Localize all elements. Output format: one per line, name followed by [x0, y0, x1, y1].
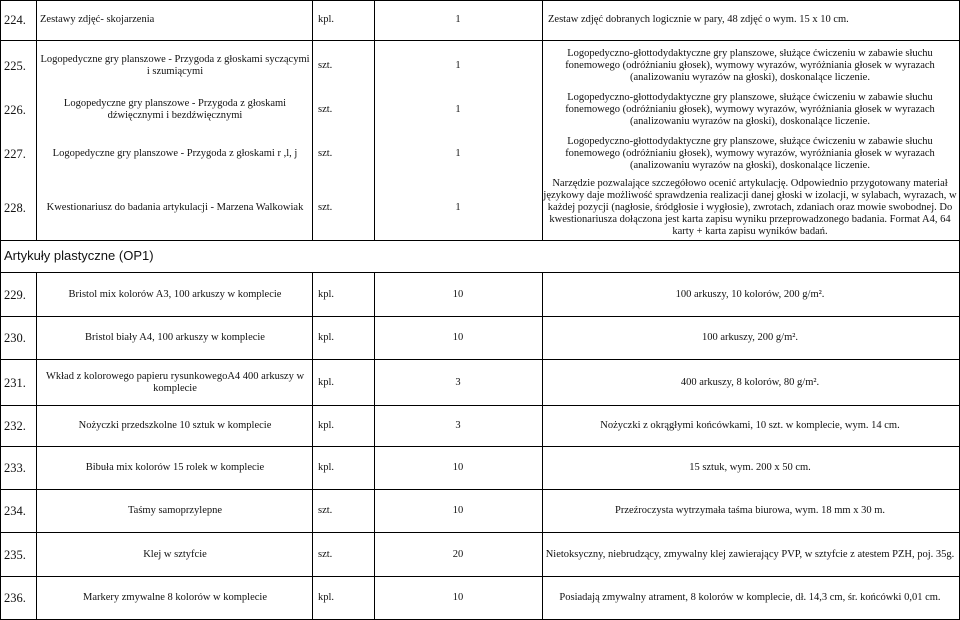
- row-number: 234.: [4, 504, 26, 518]
- row-number: 227.: [4, 147, 26, 161]
- row-number: 233.: [4, 461, 26, 475]
- item-qty: 1: [455, 60, 461, 71]
- item-description: 100 arkuszy, 200 g/m².: [701, 332, 799, 343]
- item-name: Wkład z kolorowego papieru rysunkowegoA4 400 arkuszy w komplecie: [45, 370, 305, 394]
- item-unit: kpl.: [318, 420, 335, 431]
- item-name: Bristol biały A4, 100 arkuszy w komplecie: [85, 332, 265, 343]
- item-unit: szt.: [318, 505, 333, 516]
- item-description: 100 arkuszy, 10 kolorów, 200 g/m².: [675, 288, 825, 300]
- item-qty: 10: [452, 462, 464, 473]
- item-name: Klej w sztyfcie: [143, 548, 207, 560]
- row-number: 235.: [4, 547, 26, 562]
- item-unit: szt.: [318, 60, 333, 71]
- row-number: 224.: [4, 13, 26, 27]
- row-number: 229.: [4, 287, 26, 302]
- item-description: Zestaw zdjęć dobranych logicznie w pary, 48 zdjęć o wym. 15 x 10 cm.: [548, 14, 849, 25]
- item-unit: szt.: [318, 148, 333, 159]
- item-name: Nożyczki przedszkolne 10 sztuk w komplecie: [78, 420, 272, 431]
- row-number: 226.: [4, 103, 26, 117]
- row-number: 228.: [4, 201, 26, 215]
- row-number: 230.: [4, 331, 26, 345]
- item-qty: 1: [455, 202, 461, 213]
- item-unit: kpl.: [318, 462, 335, 473]
- item-qty: 3: [455, 376, 461, 388]
- item-unit: kpl.: [318, 332, 335, 343]
- item-unit: kpl.: [318, 592, 335, 603]
- item-description: Posiadają zmywalny atrament, 8 kolorów w komplecie, dł. 14,3 cm, śr. końcówki 0,01 cm.: [559, 592, 941, 603]
- item-unit: szt.: [318, 202, 333, 213]
- item-description: Logopedyczno-głottodydaktyczne gry planszowe, służące ćwiczeniu w zabawie słuchu fonemowego (odróżnianiu głosek), wymowy wyrazów, wyróżniania głosek w wyrazach (analizowaniu wyrazów na głoski), doskonalące liczenie.: [565, 48, 935, 83]
- item-name: Logopedyczne gry planszowe - Przygoda z głoskami syczącymi i szumiącymi: [40, 54, 310, 77]
- item-name: Taśmy samoprzylepne: [127, 505, 223, 516]
- item-qty: 10: [452, 505, 464, 516]
- item-name: Zestawy zdjęć- skojarzenia: [40, 14, 155, 25]
- item-name: Kwestionariusz do badania artykulacji - Marzena Walkowiak: [46, 202, 304, 213]
- item-qty: 1: [455, 148, 461, 159]
- item-description: Logopedyczno-głottodydaktyczne gry planszowe, służące ćwiczeniu w zabawie słuchu fonemowego (odróżnianiu głosek), wymowy wyrazów, wyróżniania głosek w wyrazach (analizowaniu wyrazów na głoski), doskonalące liczenie.: [565, 92, 935, 127]
- item-description: 400 arkuszy, 8 kolorów, 80 g/m².: [680, 376, 820, 388]
- item-qty: 10: [452, 592, 464, 603]
- row-number: 236.: [4, 591, 26, 605]
- row-number: 231.: [4, 375, 26, 390]
- item-qty: 1: [455, 14, 461, 25]
- row-number: 225.: [4, 59, 26, 73]
- item-unit: kpl.: [318, 14, 335, 25]
- item-name: Bibuła mix kolorów 15 rolek w komplecie: [85, 462, 265, 473]
- item-name: Logopedyczne gry planszowe - Przygoda z głoskami r ,l, j: [52, 148, 298, 159]
- item-description: 15 sztuk, wym. 200 x 50 cm.: [689, 462, 811, 473]
- item-unit: kpl.: [318, 376, 335, 388]
- item-description: Narzędzie pozwalające szczegółowo ocenić artykulację. Odpowiednio przygotowany materiał językowy daje możliwość sprawdzenia realizacji danej głoski w izolacji, w sylabach, wyrazach, w każdej pozycji (nagłosie, śródgłosie i wygłosie), zwrotach, zdaniach oraz mowie swobodnej. Do kwestionariusza dołączona jest karta zapisu wyniku przeprowadzonego badania. Format A4, 64 karty + karta zapisu wyników badań.: [543, 178, 957, 237]
- item-qty: 3: [455, 420, 461, 431]
- item-description: Nożyczki z okrągłymi końcówkami, 10 szt. w komplecie, wym. 14 cm.: [600, 420, 900, 431]
- item-qty: 1: [455, 104, 461, 115]
- item-description: Logopedyczno-głottodydaktyczne gry planszowe, służące ćwiczeniu w zabawie słuchu fonemowego (odróżnianiu głosek), wymowy wyrazów, wyróżniania głosek w wyrazach (analizowaniu wyrazów na głoski), doskonalące liczenie.: [565, 136, 935, 171]
- item-description: Przeźroczysta wytrzymała taśma biurowa, wym. 18 mm x 30 m.: [614, 505, 885, 516]
- item-unit: kpl.: [318, 288, 335, 300]
- item-qty: 20: [452, 548, 464, 560]
- item-unit: szt.: [318, 548, 333, 560]
- item-name: Markery zmywalne 8 kolorów w komplecie: [83, 592, 267, 603]
- item-unit: szt.: [318, 104, 333, 115]
- item-name: Bristol mix kolorów A3, 100 arkuszy w komplecie: [68, 288, 282, 300]
- item-qty: 10: [452, 332, 464, 343]
- item-qty: 10: [452, 288, 464, 300]
- item-name: Logopedyczne gry planszowe - Przygoda z głoskami dźwięcznymi i bezdźwięcznymi: [63, 98, 287, 121]
- row-number: 232.: [4, 419, 26, 433]
- section-title: Artykuły plastyczne (OP1): [4, 248, 154, 263]
- item-description: Nietoksyczny, niebrudzący, zmywalny klej zawierający PVP, w sztyfcie z atestem PZH, poj. 35g.: [545, 548, 955, 560]
